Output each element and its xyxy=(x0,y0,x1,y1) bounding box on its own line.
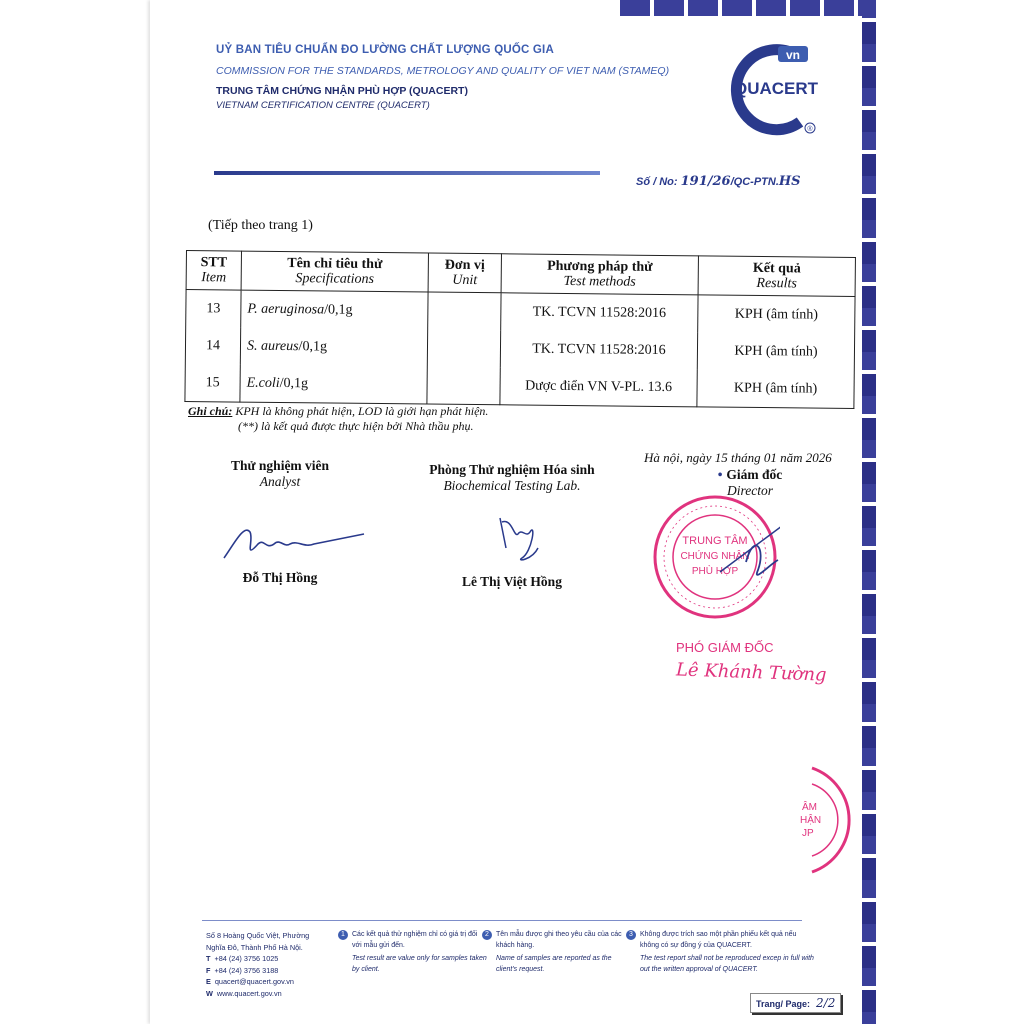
cell-spec: P. aeruginosa/0,1g xyxy=(241,290,428,329)
analyst-signature-block xyxy=(210,458,350,585)
cell-result: KPH (âm tính) xyxy=(697,369,854,408)
deputy-name: Lê Khánh Tường xyxy=(675,659,827,686)
col-header-spec: Tên chỉ tiêu thử Specifications xyxy=(241,251,428,292)
cell-unit xyxy=(427,367,500,405)
quacert-logo xyxy=(728,40,824,136)
note-line-1: KPH là không phát hiện, LOD là giới hạn phát hiện. xyxy=(235,404,489,418)
footer-address xyxy=(206,930,309,999)
analyst-title: Thử nghiệm viên xyxy=(230,458,330,473)
svg-text:ÂM: ÂM xyxy=(802,802,817,813)
cell-stt: 13 xyxy=(186,290,241,328)
svg-text:vn: vn xyxy=(785,48,801,62)
notes-label: Ghi chú: xyxy=(188,404,233,418)
centre-name-vi: TRUNG TÂM CHỨNG NHẬN PHÙ HỢP (QUACERT) xyxy=(216,85,468,97)
col-header-unit: Đơn vị Unit xyxy=(428,253,501,293)
footer-web: W www.quacert.gov.vn xyxy=(206,988,282,998)
cell-unit xyxy=(427,330,500,368)
footer-tel: T +84 (24) 3756 1025 xyxy=(206,954,279,963)
number-2-icon: 2 xyxy=(482,930,492,940)
cell-result: KPH (âm tính) xyxy=(698,295,855,334)
org-name-en: COMMISSION FOR THE STANDARDS, METROLOGY AND QUALITY OF VIET NAM (STAMEQ) xyxy=(216,65,670,77)
number-3-icon: 3 xyxy=(626,930,636,940)
cell-method: Dược điển VN V-PL. 13.6 xyxy=(500,367,697,407)
lab-title-en: Biochemical Testing Lab. xyxy=(443,478,581,493)
col-header-stt: STT Item xyxy=(186,251,241,291)
partial-stamp xyxy=(782,760,876,880)
org-name-vi: UỶ BAN TIÊU CHUẨN ĐO LƯỜNG CHẤT LƯỢNG QUỐC GIA xyxy=(216,44,554,56)
lab-title: Phòng Thử nghiệm Hóa sinh xyxy=(429,462,595,477)
document-number xyxy=(636,174,801,189)
cell-spec: S. aureus/0,1g xyxy=(240,328,427,367)
footer-note-2: 2 Tên mẫu được ghi theo yêu cầu của các khách hàng. Name of samples are reported as the client's request. xyxy=(482,930,632,975)
doc-no-suffix: /QC-PTN. xyxy=(730,176,779,188)
analyst-name: Đỗ Thị Hồng xyxy=(242,570,318,585)
address-line-2: Nghĩa Đô, Thành Phố Hà Nội. xyxy=(206,942,303,952)
cell-method: TK. TCVN 11528:2016 xyxy=(501,293,698,333)
director-title: • Giám đốc xyxy=(680,467,820,483)
cell-method: TK. TCVN 11528:2016 xyxy=(500,330,697,369)
address-line-1: Số 8 Hoàng Quốc Việt, Phường xyxy=(206,931,310,940)
table-row xyxy=(185,364,854,409)
cell-result: KPH (âm tính) xyxy=(697,332,854,371)
page-label: Trang/ Page: xyxy=(756,999,811,1009)
document-page xyxy=(150,0,876,1024)
results-table xyxy=(184,250,856,409)
col-header-method: Phương pháp thử Test methods xyxy=(501,254,698,295)
footer-email: E quacert@quacert.gov.vn xyxy=(206,977,294,986)
centre-name-en: VIETNAM CERTIFICATION CENTRE (QUACERT) xyxy=(216,100,430,111)
analyst-signature xyxy=(214,514,374,574)
notes-block xyxy=(188,404,488,434)
lab-signature-block xyxy=(412,462,612,589)
number-1-icon: 1 xyxy=(338,930,348,940)
header-rule xyxy=(214,171,600,175)
svg-text:HẬN: HẬN xyxy=(800,815,822,826)
lab-signature xyxy=(492,508,572,568)
doc-no-end: HS xyxy=(778,174,801,189)
svg-text:PHÙ HỢP: PHÙ HỢP xyxy=(691,566,739,577)
continued-note: (Tiếp theo trang 1) xyxy=(208,218,313,233)
lab-name: Lê Thị Việt Hồng xyxy=(462,574,562,589)
footer-note-1: 1 Các kết quả thử nghiệm chỉ có giá trị đối với mẫu gửi đến. Test result are value only for samples taken by client. xyxy=(338,930,488,975)
cell-stt: 15 xyxy=(185,364,240,402)
footer-note-3: 3 Không được trích sao một phần phiếu kết quả nếu không có sự đồng ý của QUACERT. The test report shall not be reproduced excep in full with out the written approval of QUACERT. xyxy=(626,930,816,975)
issue-date: Hà nội, ngày 15 tháng 01 năm 2026 xyxy=(644,450,832,465)
cell-spec: E.coli/0,1g xyxy=(240,365,427,404)
cell-unit xyxy=(428,292,501,330)
cell-stt: 14 xyxy=(185,327,240,365)
top-edge-stripe xyxy=(620,0,876,16)
page-number-box xyxy=(750,993,841,1013)
svg-text:®: ® xyxy=(807,126,813,133)
analyst-title-en: Analyst xyxy=(259,474,301,489)
svg-text:TRUNG TÂM: TRUNG TÂM xyxy=(682,535,748,547)
footer-fax: F +84 (24) 3756 3188 xyxy=(206,965,279,975)
svg-text:QUACERT: QUACERT xyxy=(733,79,819,98)
note-line-2: (**) là kết quả được thực hiện bởi Nhà thầu phụ. xyxy=(238,419,474,433)
deputy-title: PHÓ GIÁM ĐỐC xyxy=(676,640,774,655)
company-stamp xyxy=(650,492,780,622)
footer-rule xyxy=(202,920,802,921)
svg-text:CHỨNG NHẬN: CHỨNG NHẬN xyxy=(680,551,750,562)
svg-text:JP: JP xyxy=(802,828,814,839)
doc-no-value: 191/26 xyxy=(680,174,731,189)
col-header-result: Kết quả Results xyxy=(698,256,855,297)
director-title-en: Director xyxy=(727,483,773,498)
page-number: 2/2 xyxy=(816,996,836,1010)
doc-no-label: Số / No: xyxy=(636,176,678,188)
